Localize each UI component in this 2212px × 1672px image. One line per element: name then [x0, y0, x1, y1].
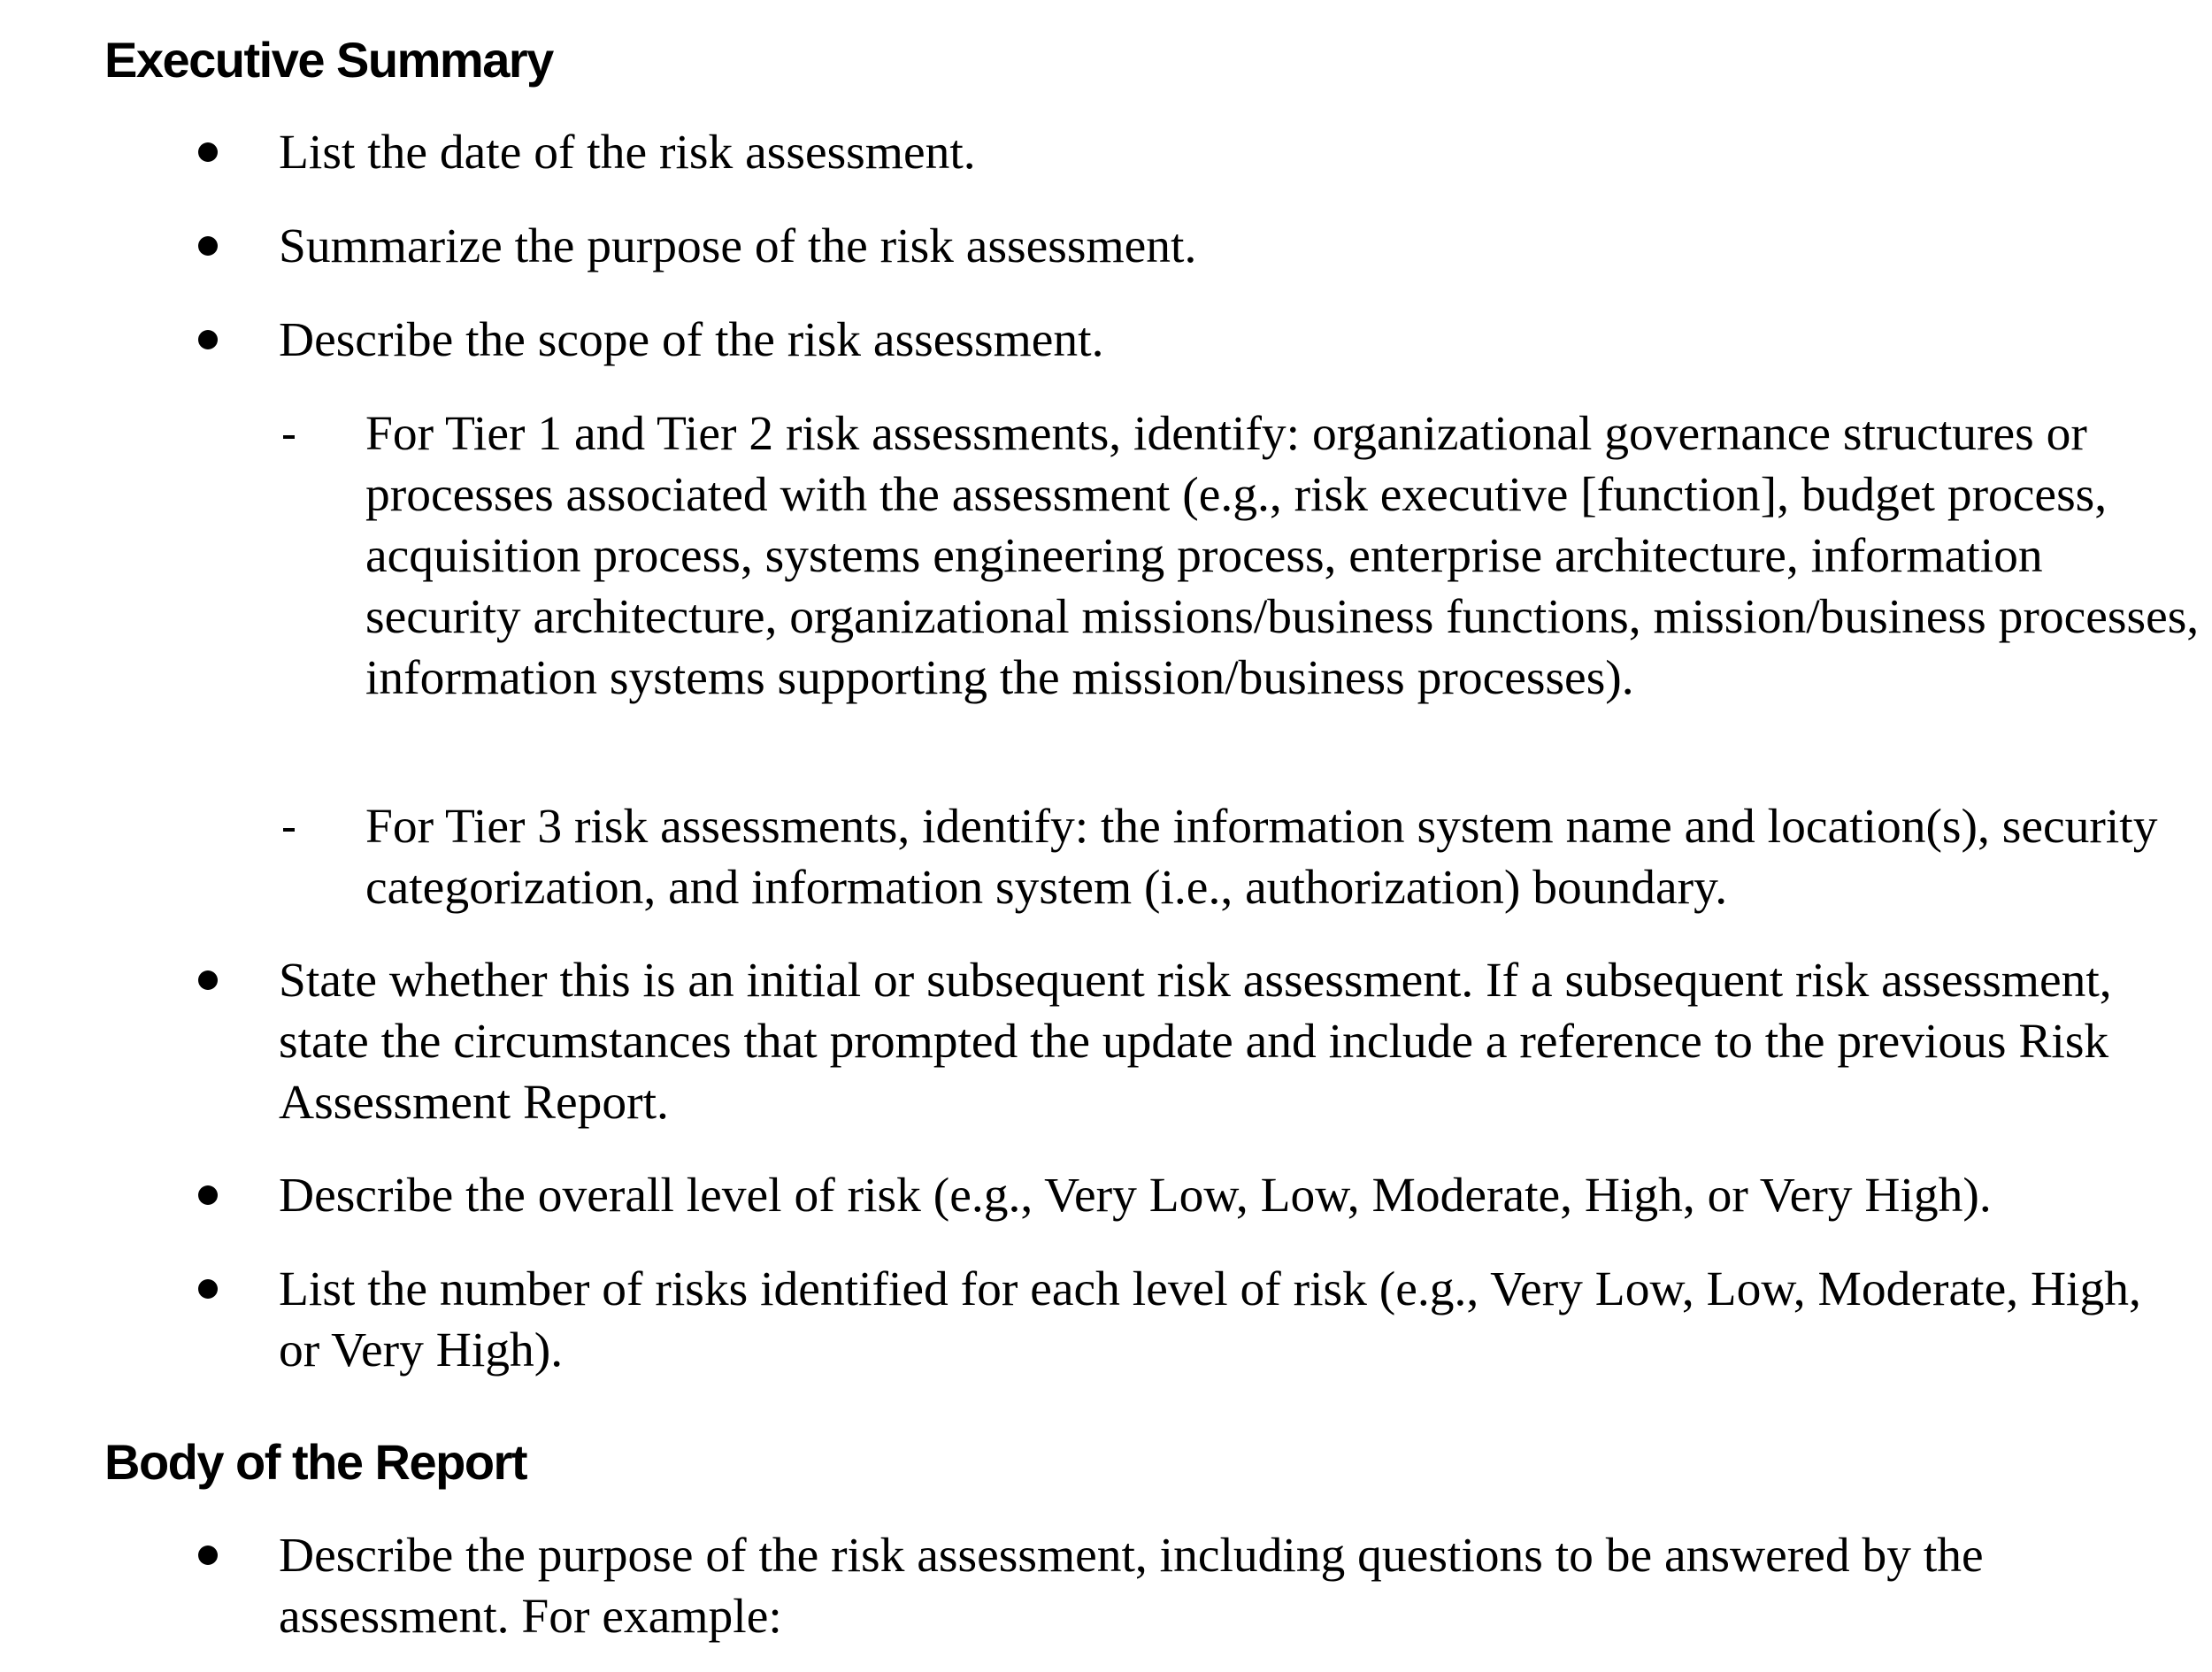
- bullet-icon: [198, 970, 218, 990]
- bullet-icon: [198, 1279, 218, 1299]
- list-item: Describe the scope of the risk assessment.: [279, 313, 1104, 367]
- bullet-icon: [198, 142, 218, 162]
- dash-icon: [283, 435, 295, 439]
- list-item: Summarize the purpose of the risk assessment.: [279, 219, 1197, 273]
- dash-icon: [283, 828, 295, 832]
- list-item: List the number of risks identified for each level of risk (e.g., Very Low, Low, Moderate, High, or Very High).: [279, 1262, 2141, 1377]
- section-heading-body-of-report: Body of the Report: [104, 1434, 526, 1490]
- bullet-icon: [198, 1185, 218, 1205]
- section-heading-executive-summary: Executive Summary: [104, 32, 553, 88]
- bullet-icon: [198, 1545, 218, 1565]
- list-item: Describe the purpose of the risk assessment, including questions to be answered by the assessment. For example:: [279, 1529, 1984, 1644]
- list-item: State whether this is an initial or subsequent risk assessment. If a subsequent risk assessment, state the circumstances that prompted the update and include a reference to the previous Risk Assessment Report.: [279, 954, 2112, 1130]
- bullet-icon: [198, 236, 218, 256]
- bullet-icon: [198, 330, 218, 349]
- sub-list-item: For Tier 1 and Tier 2 risk assessments, identify: organizational governance structures or processes associated with the assessment (e.g., risk executive [function], budget process, acquisition process, systems engineering process, enterprise architecture, information security architecture, organizational missions/business functions, mission/business processes, information systems supporting the mission/business processes).: [365, 407, 2200, 705]
- list-item: List the date of the risk assessment.: [279, 126, 976, 180]
- sub-list-item: For Tier 3 risk assessments, identify: the information system name and location(s), security categorization, and information system (i.e., authorization) boundary.: [365, 800, 2158, 915]
- list-item: Describe the overall level of risk (e.g., Very Low, Low, Moderate, High, or Very High).: [279, 1169, 1992, 1223]
